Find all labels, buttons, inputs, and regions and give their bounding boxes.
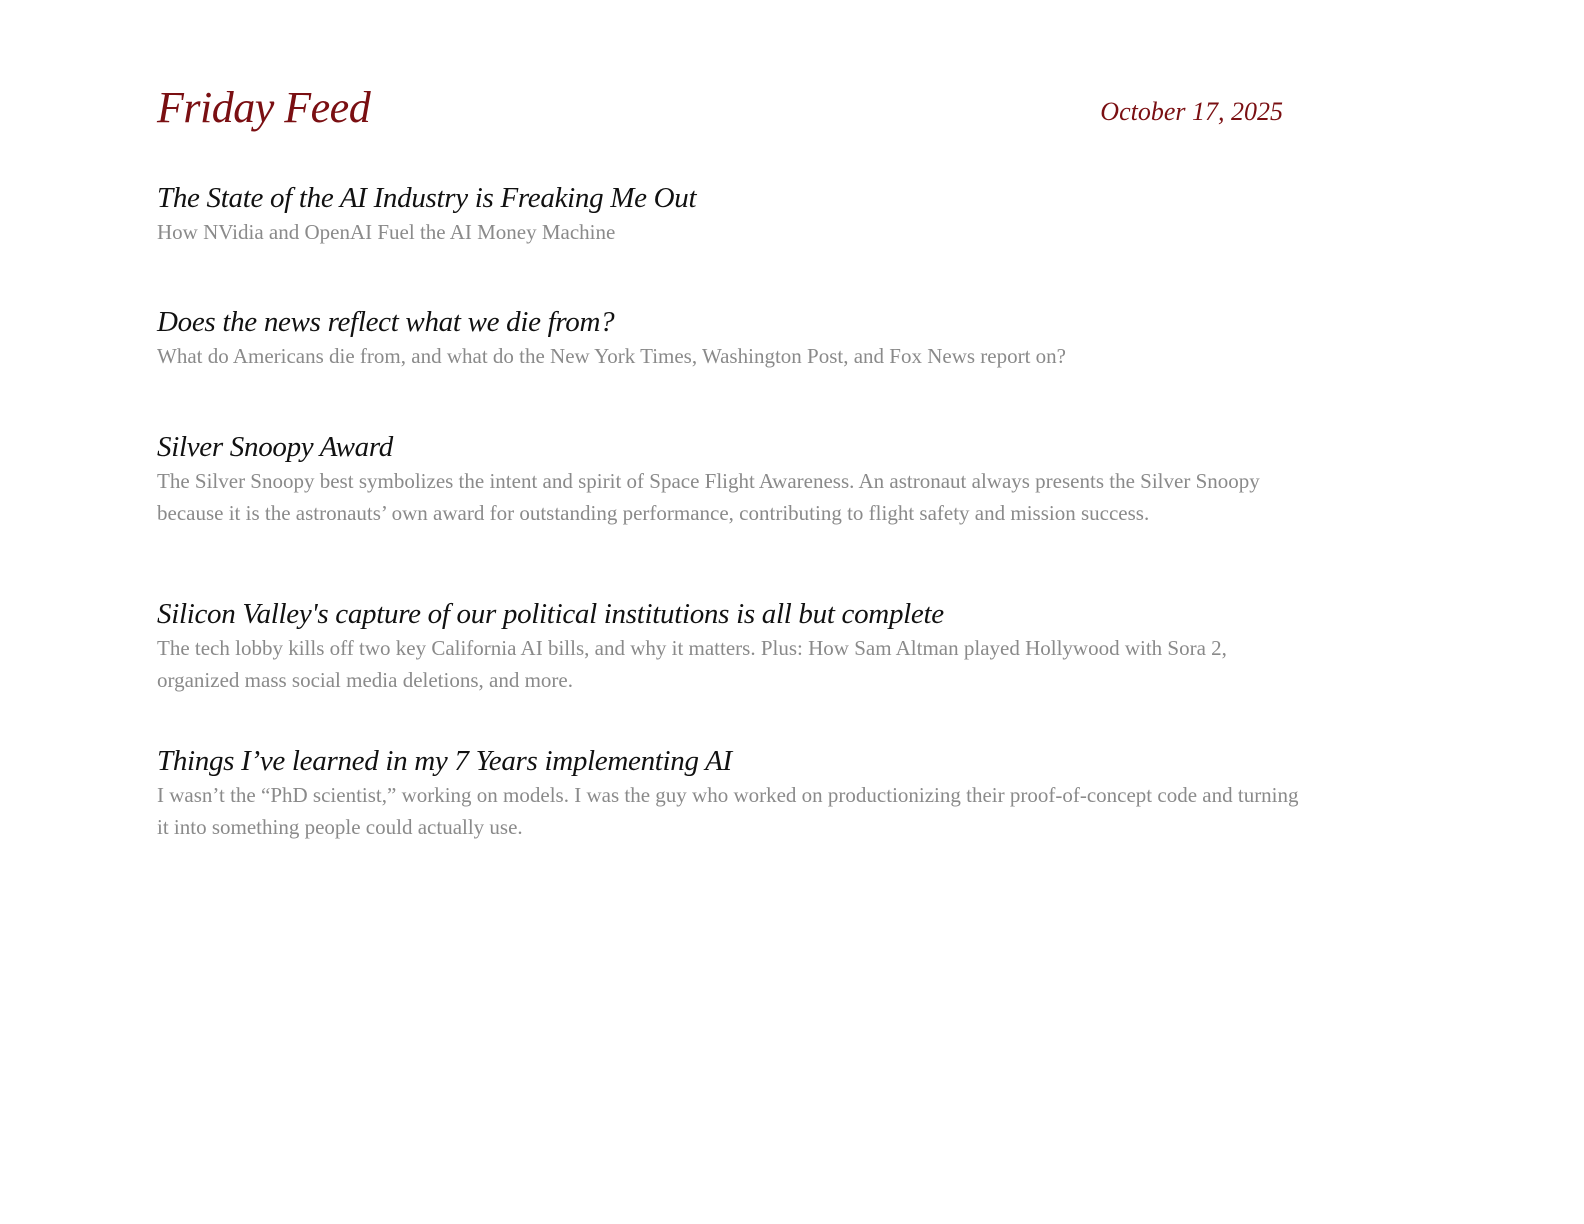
entry-title-link[interactable]: Silicon Valley's capture of our political institutions is all but complete bbox=[157, 598, 944, 630]
entry-summary: The tech lobby kills off two key California AI bills, and why it matters. Plus: How Sam Altman played Hollywood with Sora 2, organized mass social media deletions, and more. bbox=[157, 636, 1227, 692]
entry-summary: What do Americans die from, and what do the New York Times, Washington Post, and Fox News report on? bbox=[157, 344, 1066, 368]
entry-title-link[interactable]: The State of the AI Industry is Freaking Me Out bbox=[157, 182, 697, 214]
entry-summary: I wasn’t the “PhD scientist,” working on models. I was the guy who worked on productionizing their proof-of-concept code and turning it into something people could actually use. bbox=[157, 783, 1299, 839]
entry-summary: How NVidia and OpenAI Fuel the AI Money Machine bbox=[157, 220, 616, 244]
entry bbox=[157, 596, 1307, 696]
entry-title-link[interactable]: Does the news reflect what we die from? bbox=[157, 306, 615, 338]
entry bbox=[157, 743, 1307, 843]
feed-page bbox=[157, 80, 1307, 839]
feed-title: Friday Feed bbox=[157, 83, 371, 132]
entry bbox=[157, 429, 1307, 529]
entry-title-link[interactable]: Things I’ve learned in my 7 Years implementing AI bbox=[157, 745, 732, 777]
entry-summary: The Silver Snoopy best symbolizes the intent and spirit of Space Flight Awareness. An astronaut always presents the Silver Snoopy because it is the astronauts’ own award for outstanding performance, contributing to flight safety and mission success. bbox=[157, 469, 1260, 525]
feed-date: October 17, 2025 bbox=[1100, 97, 1283, 126]
masthead bbox=[157, 80, 1307, 140]
entry bbox=[157, 180, 1307, 248]
entry bbox=[157, 304, 1307, 372]
entry-title-link[interactable]: Silver Snoopy Award bbox=[157, 431, 393, 463]
